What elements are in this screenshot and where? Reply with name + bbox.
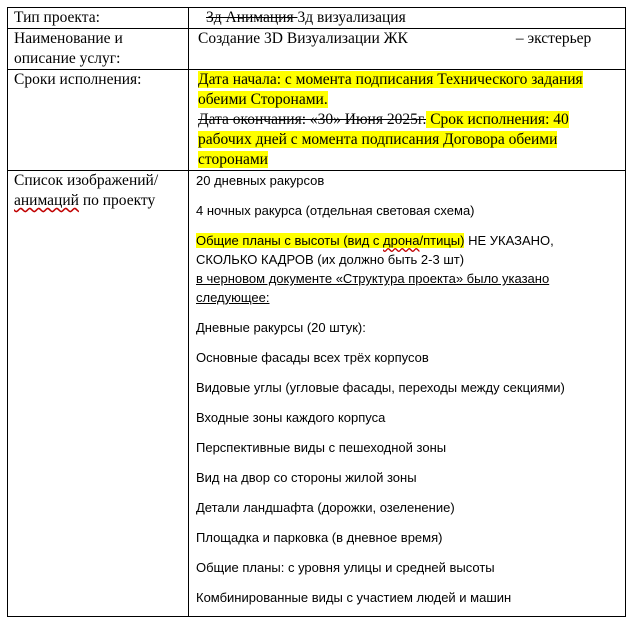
- duration-text: Срок исполнения: 40: [426, 111, 569, 128]
- list-item: Общие планы: с уровня улицы и средней высоты: [196, 560, 495, 575]
- day-count: 20 дневных ракурсов: [196, 173, 325, 188]
- end-date-line1: [198, 110, 619, 130]
- services-prefix: Создание 3D Визуализации ЖК: [198, 30, 408, 47]
- label-services-line2: описание услуг:: [14, 50, 121, 67]
- night-count: 4 ночных ракурса (отдельная световая схема): [196, 203, 475, 218]
- project-type-struck: 3д Анимация: [206, 9, 298, 26]
- label-project-type: [8, 8, 189, 29]
- aerial-line2: СКОЛЬКО КАДРОВ (их должно быть 2-3 шт): [196, 252, 465, 267]
- list-item: Входные зоны каждого корпуса: [196, 410, 386, 425]
- end-date-struck: Дата окончания: «30» Июня 2025г.: [198, 111, 427, 128]
- value-project-type: [189, 8, 626, 29]
- start-date-line1: Дата начала: с момента подписания Технического задания: [198, 71, 583, 88]
- label-services-line1: Наименование и: [14, 30, 123, 47]
- daytime-heading: Дневные ракурсы (20 штук):: [196, 320, 366, 335]
- list-item: Видовые углы (угловые фасады, переходы между секциями): [196, 380, 565, 395]
- aerial-line1: Общие планы с высоты (вид с дрона/птицы) НЕ УКАЗАНО,: [196, 233, 554, 248]
- label-deadlines-text: Сроки исполнения:: [14, 71, 142, 88]
- list-item: Детали ландшафта (дорожки, озеленение): [196, 500, 455, 515]
- label-images: [8, 171, 189, 617]
- label-services: [8, 29, 189, 70]
- list-item: Комбинированные виды с участием людей и машин: [196, 590, 512, 605]
- value-images: [189, 171, 626, 617]
- label-images-underlined-word: анимаций: [14, 192, 79, 209]
- label-images-line1: Список изображений/: [14, 172, 159, 189]
- start-date-line2: обеими Сторонами.: [198, 91, 328, 108]
- value-deadlines: [189, 70, 626, 171]
- row-images: [8, 171, 626, 617]
- services-suffix: – экстерьер: [515, 30, 592, 47]
- drone-word: дрона: [383, 233, 420, 248]
- end-date-line2: рабочих дней с момента подписания Договора обеими: [198, 131, 558, 148]
- end-date-line3: сторонами: [198, 151, 268, 168]
- project-type-value: 3д визуализация: [297, 9, 406, 26]
- draft-note-line1: в черновом документе «Структура проекта» было указано: [196, 271, 550, 286]
- value-services: [189, 29, 626, 70]
- row-project-type: [8, 8, 626, 29]
- row-deadlines: [8, 70, 626, 171]
- label-images-line2: анимаций по проекту: [14, 192, 156, 209]
- label-deadlines: [8, 70, 189, 171]
- label-project-type-text: Тип проекта:: [14, 9, 100, 26]
- list-item: Основные фасады всех трёх корпусов: [196, 350, 429, 365]
- list-item: Перспективные виды с пешеходной зоны: [196, 440, 447, 455]
- project-spec-table: [7, 7, 626, 617]
- row-services: [8, 29, 626, 70]
- list-item: Вид на двор со стороны жилой зоны: [196, 470, 417, 485]
- aerial-not-specified: НЕ УКАЗАНО,: [464, 233, 554, 248]
- draft-note-line2: следующее:: [196, 290, 270, 305]
- list-item: Площадка и парковка (в дневное время): [196, 530, 443, 545]
